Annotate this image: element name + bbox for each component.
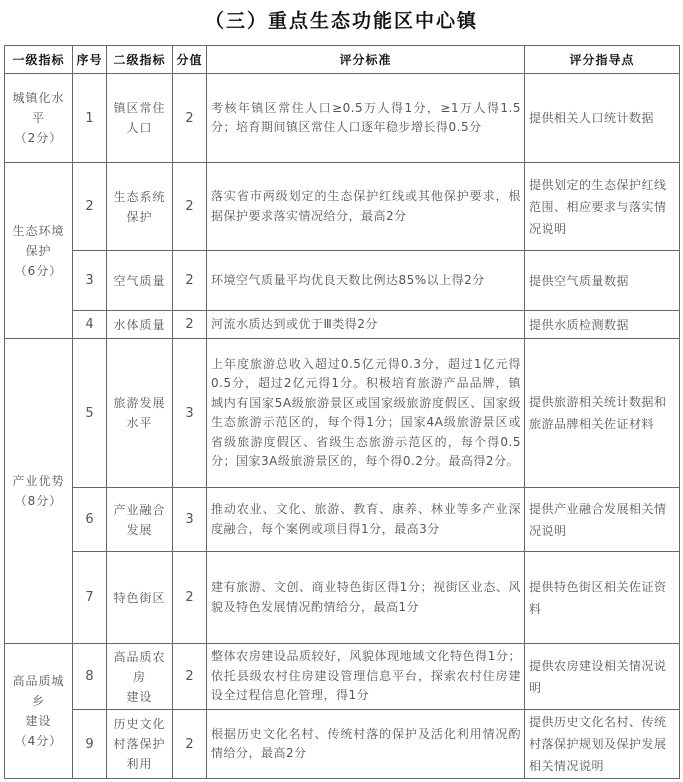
seq-cell: 6: [73, 488, 107, 552]
level2-cell: 高品质农 房 建设: [107, 644, 173, 710]
level2-cell: 历史文化 村落保护 利用: [107, 710, 173, 779]
table-row: [5, 251, 680, 311]
table-row: [5, 339, 680, 488]
guide-cell: 提供特色街区相关佐证资料: [525, 552, 680, 644]
table-row: [5, 488, 680, 552]
criteria-cell: 河流水质达到或优于Ⅲ类得2分: [207, 311, 525, 339]
guide-cell: 提供相关人口统计数据: [525, 74, 680, 163]
criteria-cell: 上年度旅游总收入超过0.5亿元得0.3分，超过1亿元得0.5分，超过2亿元得1分。积极培育旅游产品品牌，镇域内有国家5A级旅游景区或国家级旅游度假区、国家级生态旅游示范区的，每个得1分；国家4A级旅游景区或省级旅游度假区、省级生态旅游示范区的，每个得0.5分；国家3A级旅游景区的，每个得0.2分。最高得2分。: [207, 339, 525, 488]
table-row: [5, 644, 680, 710]
guide-cell: 提供划定的生态保护红线范围、相应要求与落实情况说明: [525, 163, 680, 251]
table-row: [5, 74, 680, 163]
score-cell: 2: [173, 74, 207, 163]
level2-cell: 特色街区: [107, 552, 173, 644]
criteria-cell: 根据历史文化名村、传统村落的保护及活化利用情况酌情给分，最高2分: [207, 710, 525, 779]
guide-cell: 提供产业融合发展相关情况说明: [525, 488, 680, 552]
seq-cell: 7: [73, 552, 107, 644]
seq-cell: 4: [73, 311, 107, 339]
score-cell: 3: [173, 488, 207, 552]
seq-cell: 9: [73, 710, 107, 779]
header-guide: 评分指导点: [525, 46, 680, 74]
level1-cell: 城镇化水 平 （2分）: [5, 74, 73, 163]
page-title: （三）重点生态功能区中心镇: [204, 10, 478, 32]
header-seq: 序号: [73, 46, 107, 74]
seq-cell: 5: [73, 339, 107, 488]
header-score: 分值: [173, 46, 207, 74]
level1-cell: 产业优势 （8分）: [5, 339, 73, 644]
level1-cell: 高品质城乡 建设 （4分）: [5, 644, 73, 779]
header-criteria: 评分标准: [207, 46, 525, 74]
header-row: [5, 46, 680, 74]
criteria-cell: 整体农房建设品质较好，风貌体现地域文化特色得1分；依托县级农村住房建设管理信息平台，探索农村住房建设全过程信息化管理，得1分: [207, 644, 525, 710]
seq-cell: 1: [73, 74, 107, 163]
score-cell: 2: [173, 644, 207, 710]
level1-cell: 生态环境 保护 （6分）: [5, 163, 73, 339]
score-cell: 2: [173, 552, 207, 644]
guide-cell: 提供空气质量数据: [525, 251, 680, 311]
criteria-cell: 建有旅游、文创、商业特色街区得1分；视街区业态、风貌及特色发展情况酌情给分，最高1分: [207, 552, 525, 644]
criteria-cell: 环境空气质量平均优良天数比例达85%以上得2分: [207, 251, 525, 311]
score-cell: 2: [173, 710, 207, 779]
table-row: [5, 163, 680, 251]
criteria-cell: 推动农业、文化、旅游、教育、康养、林业等多产业深度融合，每个案例或项目得1分，最高3分: [207, 488, 525, 552]
table-row: [5, 311, 680, 339]
guide-cell: 提供旅游相关统计数据和旅游品牌相关佐证材料: [525, 339, 680, 488]
guide-cell: 提供水质检测数据: [525, 311, 680, 339]
score-cell: 2: [173, 311, 207, 339]
level2-cell: 产业融合 发展: [107, 488, 173, 552]
criteria-cell: 考核年镇区常住人口≥0.5万人得1分，≥1万人得1.5分；培育期间镇区常住人口逐年稳步增长得0.5分: [207, 74, 525, 163]
level2-cell: 水体质量: [107, 311, 173, 339]
criteria-cell: 落实省市两级划定的生态保护红线或其他保护要求，根据保护要求落实情况给分，最高2分: [207, 163, 525, 251]
level2-cell: 生态系统 保护: [107, 163, 173, 251]
header-level2: 二级指标: [107, 46, 173, 74]
level2-cell: 旅游发展 水平: [107, 339, 173, 488]
table-row: [5, 552, 680, 644]
guide-cell: 提供农房建设相关情况说明: [525, 644, 680, 710]
table-row: [5, 710, 680, 779]
header-level1: 一级指标: [5, 46, 73, 74]
level2-cell: 空气质量: [107, 251, 173, 311]
score-cell: 2: [173, 163, 207, 251]
scoring-table: [4, 45, 680, 779]
seq-cell: 3: [73, 251, 107, 311]
seq-cell: 8: [73, 644, 107, 710]
guide-cell: 提供历史文化名村、传统村落保护规划及保护发展相关情况说明: [525, 710, 680, 779]
score-cell: 2: [173, 251, 207, 311]
seq-cell: 2: [73, 163, 107, 251]
level2-cell: 镇区常住 人口: [107, 74, 173, 163]
score-cell: 3: [173, 339, 207, 488]
